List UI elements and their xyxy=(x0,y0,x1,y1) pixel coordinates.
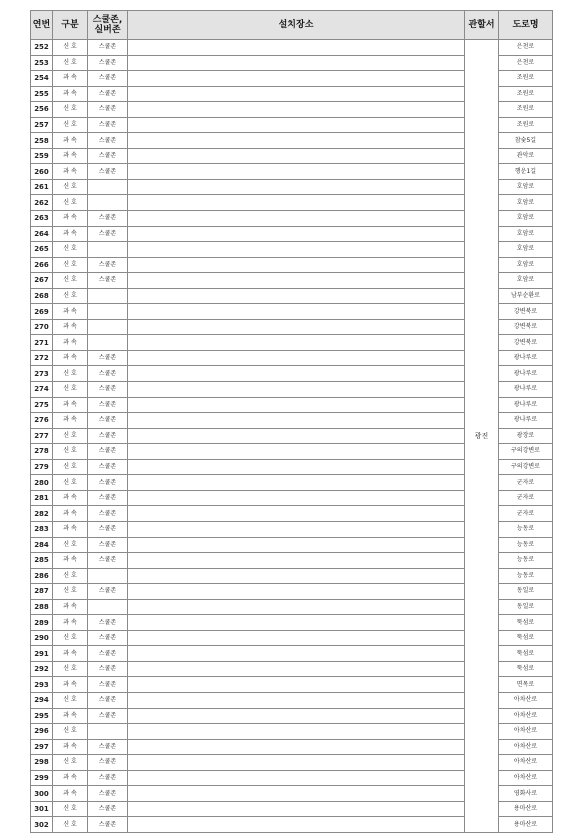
row-kind: 스쿨존 xyxy=(88,350,128,366)
row-type: 과 속 xyxy=(53,133,88,149)
row-number: 291 xyxy=(31,646,53,662)
row-location xyxy=(128,273,465,289)
row-type: 신 호 xyxy=(53,475,88,491)
row-kind: 스쿨존 xyxy=(88,55,128,71)
row-location xyxy=(128,568,465,584)
row-type: 신 호 xyxy=(53,273,88,289)
row-type: 과 속 xyxy=(53,553,88,569)
row-number: 253 xyxy=(31,55,53,71)
row-type: 신 호 xyxy=(53,661,88,677)
row-type: 과 속 xyxy=(53,319,88,335)
row-road: 군자로 xyxy=(499,506,553,522)
row-location xyxy=(128,661,465,677)
row-type: 과 속 xyxy=(53,71,88,87)
row-type: 과 속 xyxy=(53,739,88,755)
row-location xyxy=(128,413,465,429)
row-location xyxy=(128,801,465,817)
row-location xyxy=(128,475,465,491)
row-location xyxy=(128,786,465,802)
row-kind: 스쿨존 xyxy=(88,211,128,227)
row-road: 은천로 xyxy=(499,40,553,56)
row-road: 호암로 xyxy=(499,179,553,195)
header-road: 도로명 xyxy=(499,11,553,40)
row-road: 군자로 xyxy=(499,475,553,491)
row-type: 과 속 xyxy=(53,599,88,615)
row-road: 영화사로 xyxy=(499,786,553,802)
row-location xyxy=(128,179,465,195)
row-road: 뚝섬로 xyxy=(499,615,553,631)
row-kind xyxy=(88,568,128,584)
row-type: 신 호 xyxy=(53,428,88,444)
row-location xyxy=(128,257,465,273)
row-type: 과 속 xyxy=(53,646,88,662)
row-road: 호암로 xyxy=(499,226,553,242)
row-kind: 스쿨존 xyxy=(88,677,128,693)
row-type: 신 호 xyxy=(53,195,88,211)
row-kind: 스쿨존 xyxy=(88,786,128,802)
row-type: 신 호 xyxy=(53,755,88,771)
row-kind: 스쿨존 xyxy=(88,661,128,677)
row-location xyxy=(128,739,465,755)
row-road: 뚝섬로 xyxy=(499,661,553,677)
row-number: 260 xyxy=(31,164,53,180)
row-location xyxy=(128,133,465,149)
row-road: 능동로 xyxy=(499,553,553,569)
row-kind: 스쿨존 xyxy=(88,801,128,817)
row-number: 268 xyxy=(31,288,53,304)
row-road: 광나루로 xyxy=(499,366,553,382)
row-road: 아차산로 xyxy=(499,692,553,708)
row-road: 조원로 xyxy=(499,102,553,118)
row-type: 신 호 xyxy=(53,117,88,133)
row-type: 신 호 xyxy=(53,288,88,304)
row-road: 뚝섬로 xyxy=(499,646,553,662)
row-road: 호암로 xyxy=(499,195,553,211)
row-road: 구의강변로 xyxy=(499,459,553,475)
row-type: 신 호 xyxy=(53,568,88,584)
row-number: 276 xyxy=(31,413,53,429)
row-kind xyxy=(88,288,128,304)
row-type: 신 호 xyxy=(53,817,88,833)
row-number: 279 xyxy=(31,459,53,475)
row-location xyxy=(128,335,465,351)
row-type: 과 속 xyxy=(53,786,88,802)
row-kind: 스쿨존 xyxy=(88,382,128,398)
row-number: 299 xyxy=(31,770,53,786)
row-type: 과 속 xyxy=(53,397,88,413)
row-kind xyxy=(88,319,128,335)
row-kind: 스쿨존 xyxy=(88,584,128,600)
row-location xyxy=(128,148,465,164)
row-type: 신 호 xyxy=(53,242,88,258)
row-road: 남부순환로 xyxy=(499,288,553,304)
row-location xyxy=(128,86,465,102)
row-type: 신 호 xyxy=(53,382,88,398)
row-road: 행운1길 xyxy=(499,164,553,180)
row-type: 신 호 xyxy=(53,801,88,817)
row-kind: 스쿨존 xyxy=(88,86,128,102)
row-type: 신 호 xyxy=(53,366,88,382)
row-road: 호암로 xyxy=(499,211,553,227)
row-location xyxy=(128,677,465,693)
row-road: 구의강변로 xyxy=(499,444,553,460)
row-kind: 스쿨존 xyxy=(88,273,128,289)
table-body xyxy=(31,40,553,833)
table-header-row xyxy=(31,11,553,40)
row-type: 과 속 xyxy=(53,708,88,724)
row-number: 287 xyxy=(31,584,53,600)
row-location xyxy=(128,615,465,631)
row-number: 271 xyxy=(31,335,53,351)
row-location xyxy=(128,817,465,833)
row-number: 283 xyxy=(31,521,53,537)
row-location xyxy=(128,770,465,786)
row-type: 과 속 xyxy=(53,148,88,164)
row-kind: 스쿨존 xyxy=(88,71,128,87)
row-number: 265 xyxy=(31,242,53,258)
row-number: 294 xyxy=(31,692,53,708)
row-location xyxy=(128,211,465,227)
row-location xyxy=(128,226,465,242)
row-kind xyxy=(88,335,128,351)
row-location xyxy=(128,55,465,71)
row-number: 302 xyxy=(31,817,53,833)
row-type: 과 속 xyxy=(53,164,88,180)
row-number: 280 xyxy=(31,475,53,491)
row-number: 295 xyxy=(31,708,53,724)
row-number: 261 xyxy=(31,179,53,195)
row-kind xyxy=(88,179,128,195)
row-kind: 스쿨존 xyxy=(88,413,128,429)
row-road: 광나루로 xyxy=(499,397,553,413)
row-type: 신 호 xyxy=(53,444,88,460)
row-road: 강변북로 xyxy=(499,319,553,335)
row-type: 과 속 xyxy=(53,335,88,351)
header-office: 관할서 xyxy=(465,11,499,40)
row-type: 신 호 xyxy=(53,630,88,646)
row-kind: 스쿨존 xyxy=(88,646,128,662)
row-road: 면목로 xyxy=(499,677,553,693)
row-location xyxy=(128,304,465,320)
row-road: 강변북로 xyxy=(499,304,553,320)
row-number: 278 xyxy=(31,444,53,460)
row-location xyxy=(128,117,465,133)
row-location xyxy=(128,366,465,382)
row-location xyxy=(128,102,465,118)
row-road: 동일로 xyxy=(499,599,553,615)
row-road: 호암로 xyxy=(499,242,553,258)
row-location xyxy=(128,288,465,304)
row-road: 동일로 xyxy=(499,584,553,600)
row-location xyxy=(128,195,465,211)
row-kind: 스쿨존 xyxy=(88,630,128,646)
row-number: 270 xyxy=(31,319,53,335)
row-location xyxy=(128,630,465,646)
row-kind: 스쿨존 xyxy=(88,692,128,708)
row-type: 과 속 xyxy=(53,211,88,227)
row-location xyxy=(128,490,465,506)
row-road: 능동로 xyxy=(499,521,553,537)
row-type: 과 속 xyxy=(53,615,88,631)
row-road: 광나루로 xyxy=(499,382,553,398)
row-kind: 스쿨존 xyxy=(88,490,128,506)
row-road: 아차산로 xyxy=(499,770,553,786)
row-road: 참숯5길 xyxy=(499,133,553,149)
row-location xyxy=(128,242,465,258)
header-type: 구분 xyxy=(53,11,88,40)
row-number: 292 xyxy=(31,661,53,677)
row-road: 아차산로 xyxy=(499,724,553,740)
row-type: 신 호 xyxy=(53,55,88,71)
row-location xyxy=(128,164,465,180)
row-number: 272 xyxy=(31,350,53,366)
row-road: 광나루로 xyxy=(499,350,553,366)
row-type: 신 호 xyxy=(53,102,88,118)
row-road: 아차산로 xyxy=(499,739,553,755)
row-type: 과 속 xyxy=(53,677,88,693)
row-kind: 스쿨존 xyxy=(88,102,128,118)
row-kind: 스쿨존 xyxy=(88,506,128,522)
row-number: 252 xyxy=(31,40,53,56)
row-type: 신 호 xyxy=(53,179,88,195)
row-kind: 스쿨존 xyxy=(88,521,128,537)
row-road: 광나루로 xyxy=(499,413,553,429)
row-type: 과 속 xyxy=(53,413,88,429)
row-number: 255 xyxy=(31,86,53,102)
document-sheet xyxy=(30,10,552,833)
row-type: 과 속 xyxy=(53,86,88,102)
row-kind: 스쿨존 xyxy=(88,755,128,771)
row-road: 용마산로 xyxy=(499,801,553,817)
row-road: 호암로 xyxy=(499,273,553,289)
row-type: 신 호 xyxy=(53,724,88,740)
row-type: 신 호 xyxy=(53,584,88,600)
row-number: 277 xyxy=(31,428,53,444)
row-number: 274 xyxy=(31,382,53,398)
row-road: 광장로 xyxy=(499,428,553,444)
row-number: 286 xyxy=(31,568,53,584)
row-number: 263 xyxy=(31,211,53,227)
row-road: 능동로 xyxy=(499,568,553,584)
row-location xyxy=(128,350,465,366)
row-location xyxy=(128,537,465,553)
row-road: 조원로 xyxy=(499,71,553,87)
row-location xyxy=(128,521,465,537)
row-number: 296 xyxy=(31,724,53,740)
row-number: 269 xyxy=(31,304,53,320)
row-number: 288 xyxy=(31,599,53,615)
row-number: 266 xyxy=(31,257,53,273)
row-kind: 스쿨존 xyxy=(88,133,128,149)
row-location xyxy=(128,692,465,708)
row-location xyxy=(128,724,465,740)
row-road: 은천로 xyxy=(499,55,553,71)
row-number: 257 xyxy=(31,117,53,133)
row-type: 과 속 xyxy=(53,521,88,537)
row-road: 용마산로 xyxy=(499,817,553,833)
row-road: 뚝섬로 xyxy=(499,630,553,646)
row-location xyxy=(128,40,465,56)
header-num: 연번 xyxy=(31,11,53,40)
row-number: 254 xyxy=(31,71,53,87)
header-kind: 스쿨존, 실버존 xyxy=(88,11,128,40)
row-location xyxy=(128,755,465,771)
row-kind xyxy=(88,724,128,740)
installation-table xyxy=(30,10,553,833)
row-location xyxy=(128,708,465,724)
row-kind: 스쿨존 xyxy=(88,226,128,242)
row-kind: 스쿨존 xyxy=(88,148,128,164)
row-location xyxy=(128,646,465,662)
row-type: 신 호 xyxy=(53,257,88,273)
row-kind: 스쿨존 xyxy=(88,615,128,631)
row-number: 297 xyxy=(31,739,53,755)
row-location xyxy=(128,319,465,335)
row-location xyxy=(128,584,465,600)
row-kind: 스쿨존 xyxy=(88,164,128,180)
row-kind xyxy=(88,242,128,258)
row-kind: 스쿨존 xyxy=(88,366,128,382)
row-road: 조원로 xyxy=(499,86,553,102)
row-road: 호암로 xyxy=(499,257,553,273)
table-row xyxy=(31,40,553,56)
row-number: 275 xyxy=(31,397,53,413)
row-number: 273 xyxy=(31,366,53,382)
row-number: 289 xyxy=(31,615,53,631)
row-location xyxy=(128,599,465,615)
office-cell: 광진 xyxy=(465,40,499,833)
row-road: 능동로 xyxy=(499,537,553,553)
row-road: 군자로 xyxy=(499,490,553,506)
row-location xyxy=(128,459,465,475)
row-number: 259 xyxy=(31,148,53,164)
row-location xyxy=(128,71,465,87)
row-type: 신 호 xyxy=(53,459,88,475)
row-type: 신 호 xyxy=(53,537,88,553)
row-road: 조원로 xyxy=(499,117,553,133)
row-kind xyxy=(88,304,128,320)
row-number: 256 xyxy=(31,102,53,118)
row-road: 강변북로 xyxy=(499,335,553,351)
row-kind: 스쿨존 xyxy=(88,708,128,724)
row-number: 285 xyxy=(31,553,53,569)
row-number: 267 xyxy=(31,273,53,289)
row-kind: 스쿨존 xyxy=(88,537,128,553)
row-number: 293 xyxy=(31,677,53,693)
row-kind: 스쿨존 xyxy=(88,117,128,133)
row-type: 과 속 xyxy=(53,350,88,366)
row-road: 아차산로 xyxy=(499,755,553,771)
row-location xyxy=(128,428,465,444)
row-road: 관악로 xyxy=(499,148,553,164)
row-number: 284 xyxy=(31,537,53,553)
row-kind: 스쿨존 xyxy=(88,770,128,786)
row-location xyxy=(128,444,465,460)
row-number: 301 xyxy=(31,801,53,817)
row-number: 290 xyxy=(31,630,53,646)
row-type: 과 속 xyxy=(53,304,88,320)
row-number: 258 xyxy=(31,133,53,149)
row-kind: 스쿨존 xyxy=(88,397,128,413)
row-type: 과 속 xyxy=(53,490,88,506)
row-kind: 스쿨존 xyxy=(88,40,128,56)
row-kind: 스쿨존 xyxy=(88,444,128,460)
row-location xyxy=(128,397,465,413)
row-location xyxy=(128,506,465,522)
row-number: 281 xyxy=(31,490,53,506)
row-type: 과 속 xyxy=(53,770,88,786)
row-kind: 스쿨존 xyxy=(88,553,128,569)
row-type: 신 호 xyxy=(53,40,88,56)
row-kind xyxy=(88,195,128,211)
row-kind: 스쿨존 xyxy=(88,817,128,833)
row-type: 신 호 xyxy=(53,692,88,708)
row-number: 264 xyxy=(31,226,53,242)
row-kind: 스쿨존 xyxy=(88,739,128,755)
row-type: 과 속 xyxy=(53,226,88,242)
header-location: 설치장소 xyxy=(128,11,465,40)
row-location xyxy=(128,382,465,398)
row-kind: 스쿨존 xyxy=(88,428,128,444)
row-number: 262 xyxy=(31,195,53,211)
row-kind: 스쿨존 xyxy=(88,475,128,491)
row-location xyxy=(128,553,465,569)
row-kind xyxy=(88,599,128,615)
row-number: 282 xyxy=(31,506,53,522)
row-number: 300 xyxy=(31,786,53,802)
row-kind: 스쿨존 xyxy=(88,257,128,273)
row-number: 298 xyxy=(31,755,53,771)
row-type: 과 속 xyxy=(53,506,88,522)
row-road: 아차산로 xyxy=(499,708,553,724)
row-kind: 스쿨존 xyxy=(88,459,128,475)
